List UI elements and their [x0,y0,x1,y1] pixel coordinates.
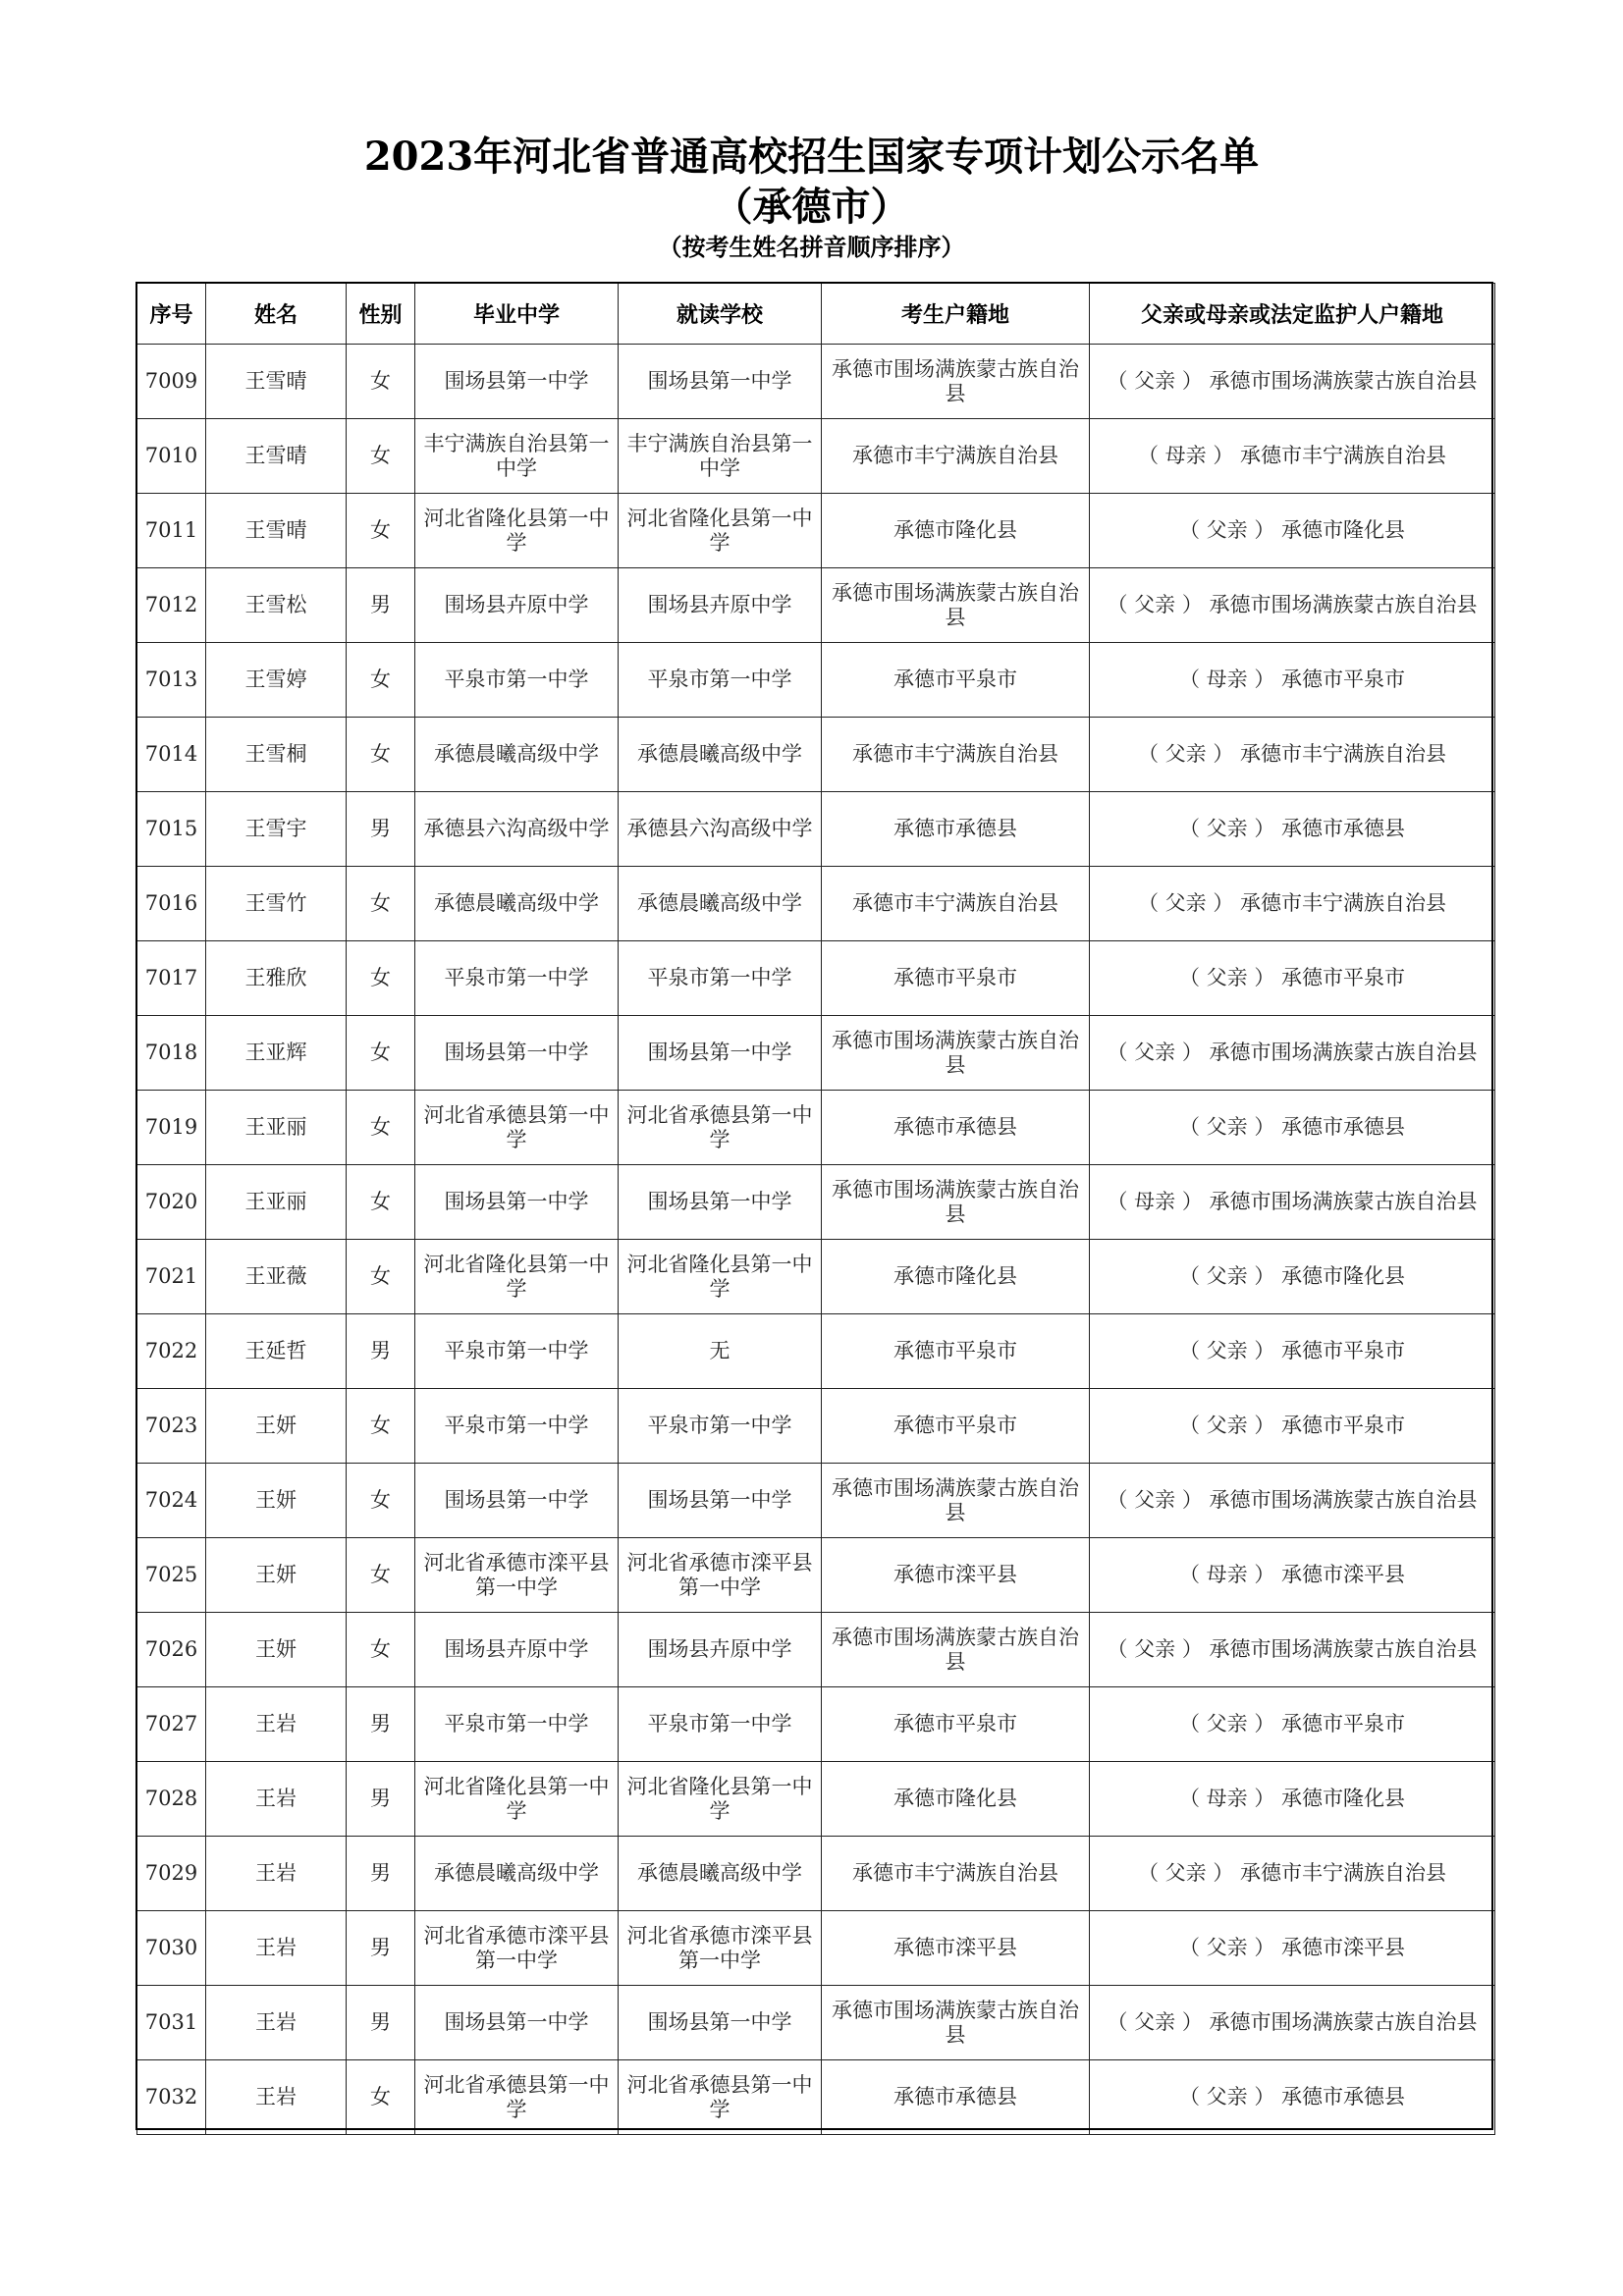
cell-serial-no: 7024 [137,1464,206,1538]
cell-graduated-school: 平泉市第一中学 [415,1389,619,1464]
cell-serial-no: 7020 [137,1165,206,1240]
cell-guardian-household: （ 父亲 ） 承德市围场满族蒙古族自治县 [1090,1986,1495,2060]
cell-current-school: 平泉市第一中学 [619,643,822,718]
cell-household-registration: 承德市围场满族蒙古族自治县 [822,1613,1090,1687]
cell-current-school: 平泉市第一中学 [619,1687,822,1762]
cell-household-registration: 承德市平泉市 [822,1314,1090,1389]
cell-gender: 女 [347,494,415,568]
cell-student-name: 王妍 [206,1389,347,1464]
page-subtitle-city: （承德市） [713,184,910,230]
admission-roster-table [136,283,1495,2135]
cell-household-registration: 承德市平泉市 [822,643,1090,718]
cell-graduated-school: 河北省隆化县第一中学 [415,1762,619,1837]
cell-guardian-household: （ 母亲 ） 承德市丰宁满族自治县 [1090,419,1495,494]
table-row [137,1016,1495,1091]
cell-current-school: 承德县六沟高级中学 [619,792,822,867]
cell-graduated-school: 河北省承德市滦平县第一中学 [415,1911,619,1986]
cell-serial-no: 7032 [137,2060,206,2135]
table-row [137,792,1495,867]
cell-student-name: 王岩 [206,1762,347,1837]
cell-guardian-household: （ 父亲 ） 承德市承德县 [1090,1091,1495,1165]
cell-guardian-household: （ 母亲 ） 承德市滦平县 [1090,1538,1495,1613]
cell-gender: 男 [347,1687,415,1762]
cell-graduated-school: 围场县卉原中学 [415,568,619,643]
cell-serial-no: 7011 [137,494,206,568]
cell-student-name: 王亚丽 [206,1091,347,1165]
cell-gender: 女 [347,1240,415,1314]
cell-student-name: 王雪松 [206,568,347,643]
cell-household-registration: 承德市围场满族蒙古族自治县 [822,1165,1090,1240]
cell-serial-no: 7019 [137,1091,206,1165]
cell-graduated-school: 围场县卉原中学 [415,1613,619,1687]
cell-current-school: 河北省隆化县第一中学 [619,1240,822,1314]
cell-guardian-household: （ 父亲 ） 承德市承德县 [1090,792,1495,867]
cell-graduated-school: 河北省承德市滦平县第一中学 [415,1538,619,1613]
cell-current-school: 承德晨曦高级中学 [619,718,822,792]
cell-graduated-school: 围场县第一中学 [415,1165,619,1240]
cell-student-name: 王亚薇 [206,1240,347,1314]
cell-student-name: 王雪晴 [206,494,347,568]
cell-household-registration: 承德市围场满族蒙古族自治县 [822,1464,1090,1538]
cell-gender: 男 [347,792,415,867]
cell-graduated-school: 平泉市第一中学 [415,1687,619,1762]
cell-guardian-household: （ 父亲 ） 承德市滦平县 [1090,1911,1495,1986]
cell-current-school: 河北省隆化县第一中学 [619,1762,822,1837]
cell-gender: 女 [347,345,415,419]
cell-graduated-school: 围场县第一中学 [415,1016,619,1091]
cell-graduated-school: 平泉市第一中学 [415,941,619,1016]
cell-household-registration: 承德市隆化县 [822,1240,1090,1314]
cell-household-registration: 承德市滦平县 [822,1911,1090,1986]
cell-student-name: 王妍 [206,1613,347,1687]
cell-serial-no: 7016 [137,867,206,941]
cell-guardian-household: （ 父亲 ） 承德市平泉市 [1090,941,1495,1016]
cell-gender: 女 [347,941,415,1016]
table-body [137,345,1495,2135]
cell-student-name: 王雪婷 [206,643,347,718]
cell-graduated-school: 围场县第一中学 [415,1986,619,2060]
col-header-name: 姓名 [206,284,347,345]
cell-household-registration: 承德市围场满族蒙古族自治县 [822,568,1090,643]
table-row [137,1687,1495,1762]
cell-serial-no: 7022 [137,1314,206,1389]
table-row [137,494,1495,568]
cell-graduated-school: 平泉市第一中学 [415,1314,619,1389]
col-header-graduated-school: 毕业中学 [415,284,619,345]
col-header-no: 序号 [137,284,206,345]
cell-serial-no: 7015 [137,792,206,867]
cell-guardian-household: （ 父亲 ） 承德市承德县 [1090,2060,1495,2135]
cell-student-name: 王雪晴 [206,345,347,419]
cell-household-registration: 承德市平泉市 [822,941,1090,1016]
cell-student-name: 王岩 [206,2060,347,2135]
cell-current-school: 河北省隆化县第一中学 [619,494,822,568]
cell-gender: 男 [347,1837,415,1911]
table-row [137,941,1495,1016]
cell-graduated-school: 河北省承德县第一中学 [415,2060,619,2135]
cell-current-school: 围场县第一中学 [619,345,822,419]
cell-graduated-school: 围场县第一中学 [415,345,619,419]
sort-note: （按考生姓名拼音顺序排序） [658,233,965,261]
cell-graduated-school: 承德县六沟高级中学 [415,792,619,867]
cell-guardian-household: （ 父亲 ） 承德市平泉市 [1090,1687,1495,1762]
cell-current-school: 平泉市第一中学 [619,941,822,1016]
cell-student-name: 王岩 [206,1837,347,1911]
cell-student-name: 王雪桐 [206,718,347,792]
cell-guardian-household: （ 母亲 ） 承德市围场满族蒙古族自治县 [1090,1165,1495,1240]
cell-gender: 女 [347,1464,415,1538]
col-header-gender: 性别 [347,284,415,345]
table-row [137,1762,1495,1837]
cell-guardian-household: （ 母亲 ） 承德市平泉市 [1090,643,1495,718]
cell-household-registration: 承德市隆化县 [822,1762,1090,1837]
cell-current-school: 承德晨曦高级中学 [619,1837,822,1911]
table-row [137,2060,1495,2135]
cell-household-registration: 承德市丰宁满族自治县 [822,1837,1090,1911]
cell-graduated-school: 河北省隆化县第一中学 [415,1240,619,1314]
cell-guardian-household: （ 父亲 ） 承德市丰宁满族自治县 [1090,867,1495,941]
cell-guardian-household: （ 父亲 ） 承德市平泉市 [1090,1389,1495,1464]
cell-student-name: 王延哲 [206,1314,347,1389]
cell-current-school: 河北省承德市滦平县第一中学 [619,1538,822,1613]
cell-student-name: 王岩 [206,1986,347,2060]
cell-current-school: 承德晨曦高级中学 [619,867,822,941]
cell-household-registration: 承德市丰宁满族自治县 [822,867,1090,941]
cell-serial-no: 7029 [137,1837,206,1911]
cell-graduated-school: 承德晨曦高级中学 [415,718,619,792]
cell-current-school: 无 [619,1314,822,1389]
cell-household-registration: 承德市丰宁满族自治县 [822,718,1090,792]
table-row [137,1613,1495,1687]
table-header-row [137,284,1495,345]
cell-serial-no: 7031 [137,1986,206,2060]
cell-serial-no: 7013 [137,643,206,718]
cell-graduated-school: 河北省承德县第一中学 [415,1091,619,1165]
cell-gender: 女 [347,2060,415,2135]
cell-household-registration: 承德市滦平县 [822,1538,1090,1613]
cell-household-registration: 承德市承德县 [822,2060,1090,2135]
cell-guardian-household: （ 父亲 ） 承德市隆化县 [1090,1240,1495,1314]
cell-current-school: 围场县卉原中学 [619,568,822,643]
table-row [137,1986,1495,2060]
table-row [137,867,1495,941]
cell-household-registration: 承德市隆化县 [822,494,1090,568]
cell-guardian-household: （ 父亲 ） 承德市丰宁满族自治县 [1090,1837,1495,1911]
cell-serial-no: 7012 [137,568,206,643]
cell-gender: 男 [347,1911,415,1986]
cell-household-registration: 承德市平泉市 [822,1687,1090,1762]
col-header-guardian-household: 父亲或母亲或法定监护人户籍地 [1090,284,1495,345]
table-row [137,1538,1495,1613]
cell-guardian-household: （ 父亲 ） 承德市丰宁满族自治县 [1090,718,1495,792]
cell-current-school: 围场县第一中学 [619,1464,822,1538]
table-row [137,345,1495,419]
cell-household-registration: 承德市承德县 [822,792,1090,867]
cell-student-name: 王雪竹 [206,867,347,941]
cell-gender: 女 [347,1091,415,1165]
table-row [137,1240,1495,1314]
cell-serial-no: 7018 [137,1016,206,1091]
cell-guardian-household: （ 父亲 ） 承德市围场满族蒙古族自治县 [1090,1016,1495,1091]
cell-guardian-household: （ 母亲 ） 承德市隆化县 [1090,1762,1495,1837]
table-row [137,643,1495,718]
cell-gender: 男 [347,1986,415,2060]
cell-student-name: 王雪宇 [206,792,347,867]
table-row [137,1314,1495,1389]
cell-current-school: 河北省承德县第一中学 [619,2060,822,2135]
cell-student-name: 王妍 [206,1464,347,1538]
table-row [137,419,1495,494]
cell-graduated-school: 河北省隆化县第一中学 [415,494,619,568]
col-header-current-school: 就读学校 [619,284,822,345]
cell-serial-no: 7025 [137,1538,206,1613]
cell-graduated-school: 围场县第一中学 [415,1464,619,1538]
table-row [137,1464,1495,1538]
table-row [137,1091,1495,1165]
cell-guardian-household: （ 父亲 ） 承德市隆化县 [1090,494,1495,568]
cell-guardian-household: （ 父亲 ） 承德市围场满族蒙古族自治县 [1090,1613,1495,1687]
cell-student-name: 王亚丽 [206,1165,347,1240]
table-row [137,1911,1495,1986]
cell-gender: 男 [347,1314,415,1389]
table-row [137,718,1495,792]
cell-household-registration: 承德市围场满族蒙古族自治县 [822,1016,1090,1091]
cell-gender: 女 [347,1613,415,1687]
cell-serial-no: 7010 [137,419,206,494]
cell-guardian-household: （ 父亲 ） 承德市平泉市 [1090,1314,1495,1389]
cell-serial-no: 7023 [137,1389,206,1464]
cell-gender: 女 [347,1165,415,1240]
cell-serial-no: 7009 [137,345,206,419]
cell-gender: 女 [347,867,415,941]
cell-household-registration: 承德市平泉市 [822,1389,1090,1464]
cell-graduated-school: 丰宁满族自治县第一中学 [415,419,619,494]
cell-gender: 女 [347,643,415,718]
cell-serial-no: 7028 [137,1762,206,1837]
cell-serial-no: 7021 [137,1240,206,1314]
cell-student-name: 王雪晴 [206,419,347,494]
cell-serial-no: 7014 [137,718,206,792]
cell-current-school: 围场县第一中学 [619,1165,822,1240]
cell-gender: 女 [347,419,415,494]
table-row [137,568,1495,643]
cell-guardian-household: （ 父亲 ） 承德市围场满族蒙古族自治县 [1090,1464,1495,1538]
cell-household-registration: 承德市丰宁满族自治县 [822,419,1090,494]
cell-student-name: 王岩 [206,1687,347,1762]
cell-serial-no: 7030 [137,1911,206,1986]
cell-household-registration: 承德市承德县 [822,1091,1090,1165]
table-row [137,1165,1495,1240]
cell-serial-no: 7026 [137,1613,206,1687]
table-row [137,1837,1495,1911]
cell-gender: 男 [347,1762,415,1837]
cell-student-name: 王岩 [206,1911,347,1986]
cell-current-school: 丰宁满族自治县第一中学 [619,419,822,494]
col-header-household: 考生户籍地 [822,284,1090,345]
cell-gender: 女 [347,1016,415,1091]
cell-student-name: 王妍 [206,1538,347,1613]
cell-student-name: 王亚辉 [206,1016,347,1091]
cell-graduated-school: 平泉市第一中学 [415,643,619,718]
cell-student-name: 王雅欣 [206,941,347,1016]
cell-current-school: 河北省承德市滦平县第一中学 [619,1911,822,1986]
cell-graduated-school: 承德晨曦高级中学 [415,867,619,941]
table-row [137,1389,1495,1464]
cell-gender: 女 [347,718,415,792]
cell-serial-no: 7027 [137,1687,206,1762]
cell-gender: 女 [347,1389,415,1464]
cell-serial-no: 7017 [137,941,206,1016]
cell-current-school: 河北省承德县第一中学 [619,1091,822,1165]
cell-current-school: 围场县第一中学 [619,1986,822,2060]
cell-guardian-household: （ 父亲 ） 承德市围场满族蒙古族自治县 [1090,568,1495,643]
cell-guardian-household: （ 父亲 ） 承德市围场满族蒙古族自治县 [1090,345,1495,419]
cell-household-registration: 承德市围场满族蒙古族自治县 [822,1986,1090,2060]
cell-gender: 女 [347,1538,415,1613]
cell-household-registration: 承德市围场满族蒙古族自治县 [822,345,1090,419]
cell-current-school: 平泉市第一中学 [619,1389,822,1464]
cell-gender: 男 [347,568,415,643]
cell-graduated-school: 承德晨曦高级中学 [415,1837,619,1911]
cell-current-school: 围场县第一中学 [619,1016,822,1091]
page-title: 2023年河北省普通高校招生国家专项计划公示名单 [363,133,1260,180]
cell-current-school: 围场县卉原中学 [619,1613,822,1687]
